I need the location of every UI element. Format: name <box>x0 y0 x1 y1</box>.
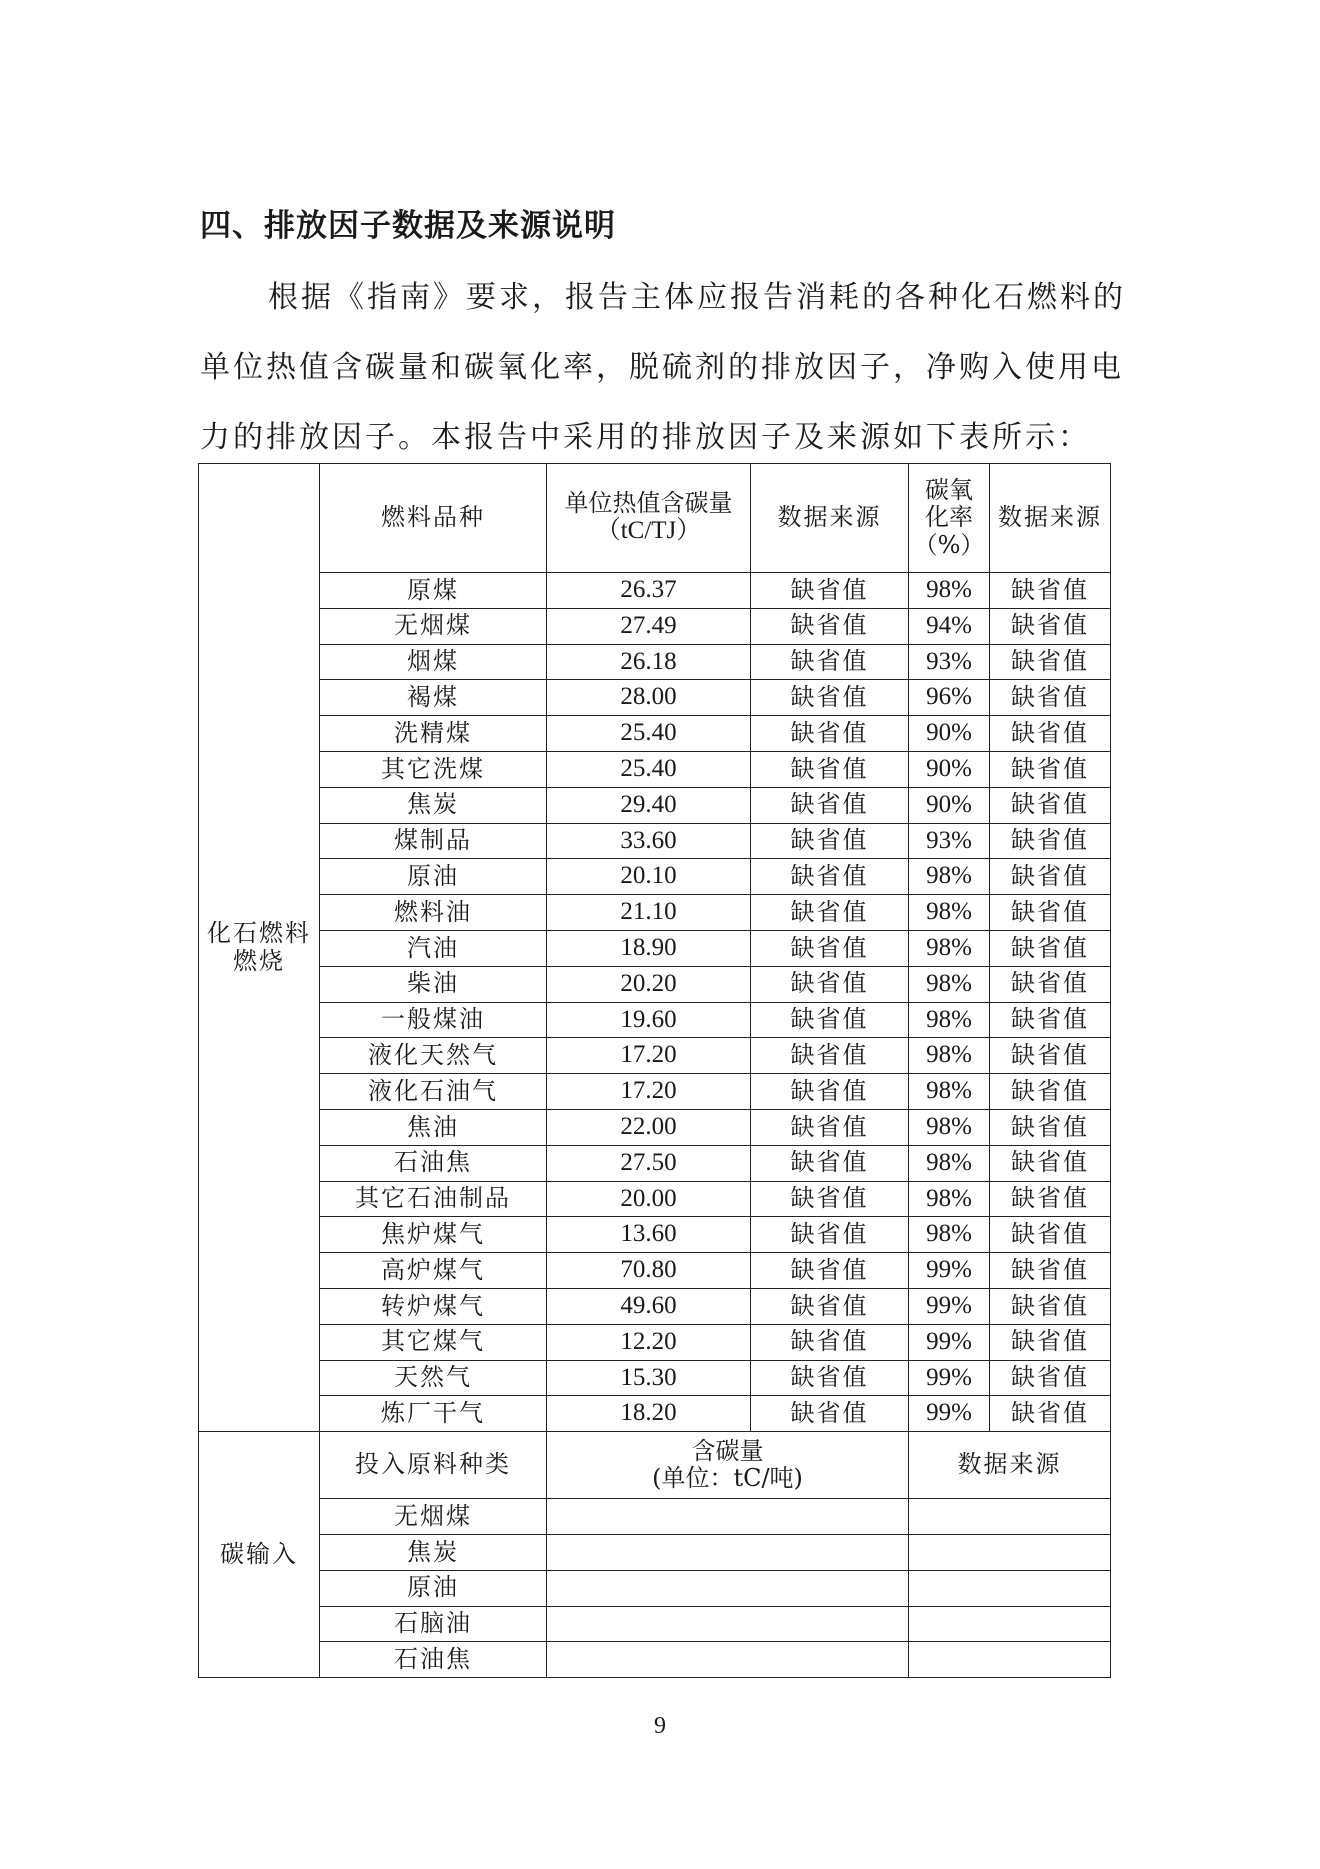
oxidation-rate-cell: 93% <box>909 823 990 859</box>
carbon-content-cell: 17.20 <box>547 1038 751 1074</box>
section-label-carbon-input: 碳输入 <box>199 1432 320 1678</box>
intro-paragraph-line-3: 力的排放因子。本报告中采用的排放因子及来源如下表所示： <box>200 420 1091 455</box>
oxidation-rate-cell: 90% <box>909 787 990 823</box>
oxidation-rate-cell: 98% <box>909 573 990 609</box>
carbon-content-cell: 29.40 <box>547 787 751 823</box>
fuel-name-cell: 炼厂干气 <box>320 1396 547 1432</box>
carbon-input-row <box>199 1606 1111 1642</box>
fuel-name-cell: 焦炭 <box>320 787 547 823</box>
header-oxidation-line3: （%） <box>913 530 985 559</box>
header-fuel-type: 燃料品种 <box>320 464 547 573</box>
oxidation-source-cell: 缺省值 <box>990 751 1111 787</box>
oxidation-source-cell: 缺省值 <box>990 1217 1111 1253</box>
oxidation-source-cell: 缺省值 <box>990 895 1111 931</box>
carbon-input-row <box>199 1642 1111 1678</box>
oxidation-rate-cell: 99% <box>909 1396 990 1432</box>
material-carbon-content-cell <box>547 1570 909 1606</box>
oxidation-source-cell: 缺省值 <box>990 1396 1111 1432</box>
carbon-content-cell: 18.90 <box>547 930 751 966</box>
header-carbon-content-per-ton-line1: 含碳量 <box>691 1436 764 1465</box>
carbon-source-cell: 缺省值 <box>751 751 909 787</box>
fuel-row <box>199 716 1111 752</box>
fuel-name-cell: 液化石油气 <box>320 1074 547 1110</box>
material-carbon-content-cell <box>547 1499 909 1535</box>
fuel-name-cell: 原油 <box>320 859 547 895</box>
carbon-content-cell: 12.20 <box>547 1324 751 1360</box>
oxidation-rate-cell: 98% <box>909 895 990 931</box>
oxidation-source-cell: 缺省值 <box>990 1038 1111 1074</box>
fuel-name-cell: 无烟煤 <box>320 608 547 644</box>
oxidation-source-cell: 缺省值 <box>990 930 1111 966</box>
fuel-name-cell: 烟煤 <box>320 644 547 680</box>
fuel-row <box>199 1324 1111 1360</box>
fuel-row <box>199 1181 1111 1217</box>
carbon-input-row <box>199 1570 1111 1606</box>
oxidation-rate-cell: 93% <box>909 644 990 680</box>
oxidation-rate-cell: 90% <box>909 716 990 752</box>
carbon-source-cell: 缺省值 <box>751 1396 909 1432</box>
oxidation-source-cell: 缺省值 <box>990 1288 1111 1324</box>
header-carbon-content-per-ton-line2: (单位：tC/吨) <box>652 1464 803 1493</box>
fuel-row <box>199 1002 1111 1038</box>
material-name-cell: 无烟煤 <box>320 1499 547 1535</box>
oxidation-rate-cell: 90% <box>909 751 990 787</box>
material-data-source-cell <box>909 1534 1111 1570</box>
header-oxidation-line1: 碳氧 <box>925 475 973 504</box>
oxidation-source-cell: 缺省值 <box>990 716 1111 752</box>
fuel-name-cell: 洗精煤 <box>320 716 547 752</box>
fuel-name-cell: 焦油 <box>320 1109 547 1145</box>
carbon-source-cell: 缺省值 <box>751 930 909 966</box>
carbon-source-cell: 缺省值 <box>751 1109 909 1145</box>
fuel-name-cell: 其它石油制品 <box>320 1181 547 1217</box>
oxidation-rate-cell: 98% <box>909 966 990 1002</box>
carbon-source-cell: 缺省值 <box>751 1074 909 1110</box>
material-carbon-content-cell <box>547 1606 909 1642</box>
carbon-source-cell: 缺省值 <box>751 573 909 609</box>
oxidation-source-cell: 缺省值 <box>990 1253 1111 1289</box>
oxidation-source-cell: 缺省值 <box>990 1360 1111 1396</box>
fuel-row <box>199 1396 1111 1432</box>
material-carbon-content-cell <box>547 1642 909 1678</box>
oxidation-source-cell: 缺省值 <box>990 966 1111 1002</box>
header-oxidation-line2: 化率 <box>925 503 973 532</box>
fuel-row <box>199 966 1111 1002</box>
fuel-name-cell: 其它洗煤 <box>320 751 547 787</box>
carbon-content-cell: 20.00 <box>547 1181 751 1217</box>
oxidation-source-cell: 缺省值 <box>990 573 1111 609</box>
header-carbon-content <box>547 464 751 573</box>
carbon-content-cell: 27.49 <box>547 608 751 644</box>
carbon-source-cell: 缺省值 <box>751 1038 909 1074</box>
fuel-name-cell: 燃料油 <box>320 895 547 931</box>
fuel-row <box>199 751 1111 787</box>
fuel-row <box>199 787 1111 823</box>
fuel-row <box>199 644 1111 680</box>
intro-paragraph-line-2: 单位热值含碳量和碳氧化率，脱硫剂的排放因子，净购入使用电 <box>200 350 1124 385</box>
oxidation-rate-cell: 98% <box>909 1002 990 1038</box>
material-name-cell: 石油焦 <box>320 1642 547 1678</box>
carbon-source-cell: 缺省值 <box>751 787 909 823</box>
material-name-cell: 原油 <box>320 1570 547 1606</box>
material-data-source-cell <box>909 1606 1111 1642</box>
carbon-content-cell: 19.60 <box>547 1002 751 1038</box>
oxidation-rate-cell: 98% <box>909 1181 990 1217</box>
header-carbon-content-line1: 单位热值含碳量 <box>564 488 733 517</box>
oxidation-source-cell: 缺省值 <box>990 1109 1111 1145</box>
section-label-fossil-fuel-text: 化石燃料燃烧 <box>207 918 311 975</box>
oxidation-source-cell: 缺省值 <box>990 1074 1111 1110</box>
oxidation-rate-cell: 99% <box>909 1253 990 1289</box>
fuel-row <box>199 823 1111 859</box>
oxidation-source-cell: 缺省值 <box>990 787 1111 823</box>
fuel-name-cell: 柴油 <box>320 966 547 1002</box>
material-carbon-content-cell <box>547 1534 909 1570</box>
oxidation-source-cell: 缺省值 <box>990 608 1111 644</box>
oxidation-source-cell: 缺省值 <box>990 1002 1111 1038</box>
carbon-source-cell: 缺省值 <box>751 859 909 895</box>
fuel-name-cell: 一般煤油 <box>320 1002 547 1038</box>
fuel-row <box>199 573 1111 609</box>
carbon-input-row <box>199 1499 1111 1535</box>
fuel-row <box>199 895 1111 931</box>
carbon-source-cell: 缺省值 <box>751 1324 909 1360</box>
carbon-content-cell: 49.60 <box>547 1288 751 1324</box>
oxidation-source-cell: 缺省值 <box>990 1145 1111 1181</box>
carbon-source-cell: 缺省值 <box>751 1145 909 1181</box>
fuel-row <box>199 930 1111 966</box>
carbon-source-cell: 缺省值 <box>751 1288 909 1324</box>
fuel-row <box>199 680 1111 716</box>
carbon-content-cell: 22.00 <box>547 1109 751 1145</box>
carbon-content-cell: 20.20 <box>547 966 751 1002</box>
oxidation-rate-cell: 98% <box>909 859 990 895</box>
oxidation-rate-cell: 99% <box>909 1324 990 1360</box>
fuel-name-cell: 转炉煤气 <box>320 1288 547 1324</box>
fuel-header-row <box>199 464 1111 573</box>
intro-paragraph-line-1: 根据《指南》要求，报告主体应报告消耗的各种化石燃料的 <box>268 280 1126 315</box>
fuel-name-cell: 石油焦 <box>320 1145 547 1181</box>
fuel-name-cell: 原煤 <box>320 573 547 609</box>
carbon-source-cell: 缺省值 <box>751 1002 909 1038</box>
header-data-source-1: 数据来源 <box>751 464 909 573</box>
fuel-row <box>199 859 1111 895</box>
carbon-content-cell: 17.20 <box>547 1074 751 1110</box>
carbon-source-cell: 缺省值 <box>751 644 909 680</box>
carbon-content-cell: 18.20 <box>547 1396 751 1432</box>
header-data-source-2: 数据来源 <box>990 464 1111 573</box>
fuel-name-cell: 其它煤气 <box>320 1324 547 1360</box>
carbon-source-cell: 缺省值 <box>751 608 909 644</box>
fuel-row <box>199 1217 1111 1253</box>
carbon-content-cell: 26.37 <box>547 573 751 609</box>
fuel-name-cell: 煤制品 <box>320 823 547 859</box>
section-label-fossil-fuel <box>199 464 320 1432</box>
carbon-source-cell: 缺省值 <box>751 895 909 931</box>
fuel-row <box>199 1038 1111 1074</box>
fuel-row <box>199 1074 1111 1110</box>
header-carbon-content-per-ton <box>547 1432 909 1499</box>
oxidation-rate-cell: 94% <box>909 608 990 644</box>
oxidation-rate-cell: 99% <box>909 1360 990 1396</box>
material-data-source-cell <box>909 1499 1111 1535</box>
carbon-content-cell: 21.10 <box>547 895 751 931</box>
fuel-name-cell: 汽油 <box>320 930 547 966</box>
oxidation-rate-cell: 98% <box>909 1038 990 1074</box>
fuel-row <box>199 1253 1111 1289</box>
carbon-source-cell: 缺省值 <box>751 1360 909 1396</box>
emission-factor-table <box>198 463 1111 1678</box>
oxidation-rate-cell: 98% <box>909 1109 990 1145</box>
carbon-content-cell: 33.60 <box>547 823 751 859</box>
carbon-source-cell: 缺省值 <box>751 1253 909 1289</box>
emission-factor-table-body <box>199 464 1111 1678</box>
oxidation-source-cell: 缺省值 <box>990 823 1111 859</box>
fuel-name-cell: 褐煤 <box>320 680 547 716</box>
oxidation-source-cell: 缺省值 <box>990 680 1111 716</box>
carbon-source-cell: 缺省值 <box>751 680 909 716</box>
fuel-row <box>199 1109 1111 1145</box>
fuel-row <box>199 1360 1111 1396</box>
header-oxidation-rate <box>909 464 990 573</box>
oxidation-rate-cell: 99% <box>909 1288 990 1324</box>
header-carbon-data-source: 数据来源 <box>909 1432 1111 1499</box>
oxidation-source-cell: 缺省值 <box>990 1324 1111 1360</box>
carbon-content-cell: 27.50 <box>547 1145 751 1181</box>
fuel-name-cell: 液化天然气 <box>320 1038 547 1074</box>
fuel-row <box>199 608 1111 644</box>
carbon-input-row <box>199 1534 1111 1570</box>
carbon-source-cell: 缺省值 <box>751 716 909 752</box>
material-data-source-cell <box>909 1570 1111 1606</box>
carbon-content-cell: 70.80 <box>547 1253 751 1289</box>
carbon-content-cell: 28.00 <box>547 680 751 716</box>
fuel-name-cell: 高炉煤气 <box>320 1253 547 1289</box>
carbon-content-cell: 15.30 <box>547 1360 751 1396</box>
oxidation-rate-cell: 98% <box>909 1217 990 1253</box>
carbon-source-cell: 缺省值 <box>751 966 909 1002</box>
oxidation-source-cell: 缺省值 <box>990 1181 1111 1217</box>
carbon-content-cell: 25.40 <box>547 751 751 787</box>
oxidation-rate-cell: 98% <box>909 1074 990 1110</box>
fuel-name-cell: 焦炉煤气 <box>320 1217 547 1253</box>
fuel-name-cell: 天然气 <box>320 1360 547 1396</box>
carbon-content-cell: 26.18 <box>547 644 751 680</box>
section-heading: 四、排放因子数据及来源说明 <box>200 208 616 244</box>
carbon-content-cell: 20.10 <box>547 859 751 895</box>
oxidation-source-cell: 缺省值 <box>990 859 1111 895</box>
fuel-row <box>199 1145 1111 1181</box>
header-carbon-content-line2: （tC/TJ） <box>595 517 702 545</box>
page-number: 9 <box>654 1713 666 1739</box>
material-name-cell: 石脑油 <box>320 1606 547 1642</box>
header-material-type: 投入原料种类 <box>320 1432 547 1499</box>
fuel-row <box>199 1288 1111 1324</box>
carbon-source-cell: 缺省值 <box>751 823 909 859</box>
carbon-source-cell: 缺省值 <box>751 1217 909 1253</box>
oxidation-rate-cell: 96% <box>909 680 990 716</box>
carbon-source-cell: 缺省值 <box>751 1181 909 1217</box>
carbon-header-row <box>199 1432 1111 1499</box>
oxidation-source-cell: 缺省值 <box>990 644 1111 680</box>
material-name-cell: 焦炭 <box>320 1534 547 1570</box>
carbon-content-cell: 25.40 <box>547 716 751 752</box>
oxidation-rate-cell: 98% <box>909 1145 990 1181</box>
carbon-content-cell: 13.60 <box>547 1217 751 1253</box>
material-data-source-cell <box>909 1642 1111 1678</box>
oxidation-rate-cell: 98% <box>909 930 990 966</box>
